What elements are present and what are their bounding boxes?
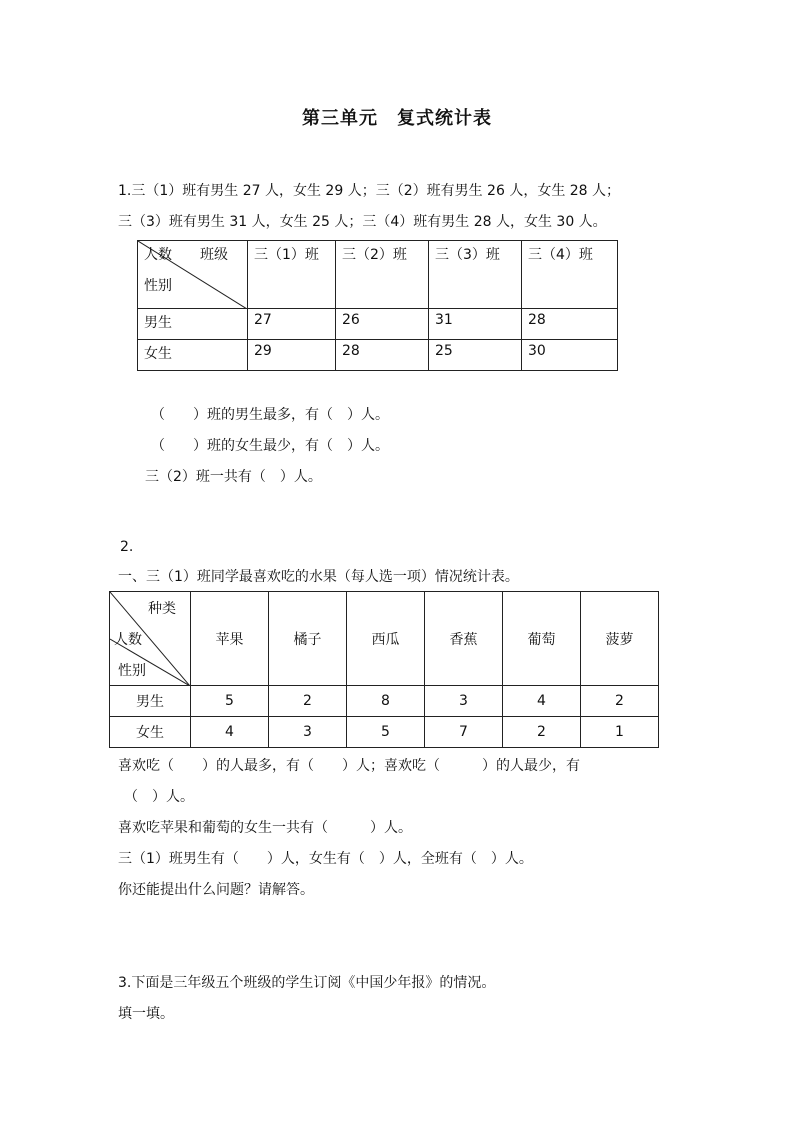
q1-cell: 28 (522, 309, 618, 340)
q2-cell: 4 (503, 686, 581, 717)
q2-prompt: 你还能提出什么问题？请解答。 (118, 882, 314, 898)
q2-corner-top-label: 种类 (148, 601, 176, 617)
q1-cell: 26 (336, 309, 429, 340)
table-row (138, 309, 618, 340)
q2-table-corner (110, 592, 191, 686)
q2-cell: 3 (425, 686, 503, 717)
q1-col-header: 三（1）班 (248, 241, 336, 309)
q1-table-corner (138, 241, 248, 309)
q2-col-header: 西瓜 (347, 592, 425, 686)
q3-text-line-1: 3.下面是三年级五个班级的学生订阅《中国少年报》的情况。 (118, 975, 496, 991)
q2-cell: 2 (503, 717, 581, 748)
q2-number: 2. (120, 539, 134, 555)
q1-text-line-1: 1.三（1）班有男生 27 人，女生 29 人；三（2）班有男生 26 人，女生 28 人； (118, 183, 621, 199)
q1-corner-top-label: 人数 班级 (144, 247, 228, 263)
q1-table (137, 240, 618, 371)
q2-cell: 2 (269, 686, 347, 717)
q2-col-header: 葡萄 (503, 592, 581, 686)
q1-cell: 31 (429, 309, 522, 340)
q1-blank-3: 三（2）班一共有（ ）人。 (145, 469, 322, 485)
table-row (110, 717, 659, 748)
q3-text-line-2: 填一填。 (118, 1006, 174, 1022)
q2-corner-middle-label: 人数 (114, 632, 142, 648)
q1-cell: 27 (248, 309, 336, 340)
q2-col-header: 菠萝 (581, 592, 659, 686)
q1-col-header: 三（3）班 (429, 241, 522, 309)
q1-cell: 25 (429, 340, 522, 371)
q2-blank-3: 三（1）班男生有（ ）人，女生有（ ）人，全班有（ ）人。 (118, 851, 533, 867)
q2-cell: 8 (347, 686, 425, 717)
page-title: 第三单元 复式统计表 (302, 108, 492, 129)
q2-blank-1-cont: （ ）人。 (124, 789, 194, 805)
q1-cell: 30 (522, 340, 618, 371)
q2-col-header: 橘子 (269, 592, 347, 686)
q2-blank-2: 喜欢吃苹果和葡萄的女生一共有（ ）人。 (118, 820, 412, 836)
q2-cell: 1 (581, 717, 659, 748)
q2-cell: 5 (347, 717, 425, 748)
q1-col-header: 三（2）班 (336, 241, 429, 309)
q1-blank-1: （ ）班的男生最多，有（ ）人。 (151, 407, 389, 423)
q2-row-label: 男生 (110, 686, 191, 717)
q1-cell: 28 (336, 340, 429, 371)
q1-col-header: 三（4）班 (522, 241, 618, 309)
table-row (138, 340, 618, 371)
q1-row-label: 女生 (138, 340, 248, 371)
q2-col-header: 苹果 (191, 592, 269, 686)
q2-cell: 5 (191, 686, 269, 717)
q2-row-label: 女生 (110, 717, 191, 748)
q1-text-line-2: 三（3）班有男生 31 人，女生 25 人；三（4）班有男生 28 人，女生 30 人。 (118, 214, 607, 230)
q2-caption: 一、三（1）班同学最喜欢吃的水果（每人选一项）情况统计表。 (118, 569, 519, 585)
q2-cell: 7 (425, 717, 503, 748)
q2-blank-1: 喜欢吃（ ）的人最多，有（ ）人；喜欢吃（ ）的人最少，有 (118, 758, 580, 774)
q2-cell: 2 (581, 686, 659, 717)
q2-col-header: 香蕉 (425, 592, 503, 686)
q2-corner-bottom-label: 性别 (118, 663, 146, 679)
q1-row-label: 男生 (138, 309, 248, 340)
q2-table (109, 591, 659, 748)
q2-cell: 4 (191, 717, 269, 748)
table-row (110, 686, 659, 717)
q1-cell: 29 (248, 340, 336, 371)
q1-blank-2: （ ）班的女生最少，有（ ）人。 (151, 438, 389, 454)
q1-corner-bottom-label: 性别 (144, 278, 172, 294)
q2-cell: 3 (269, 717, 347, 748)
